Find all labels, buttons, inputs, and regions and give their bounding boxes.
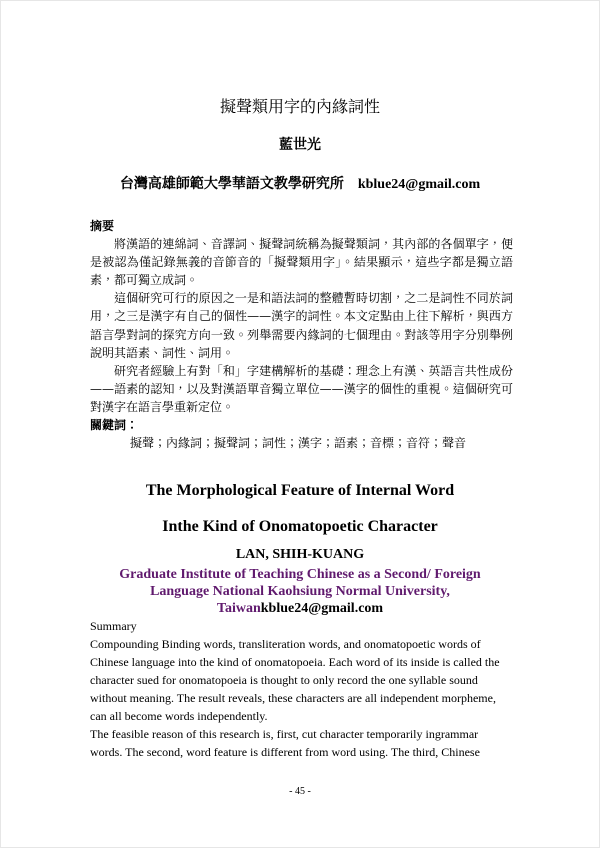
affiliation-block-en [0,566,600,617]
abstract-paragraph [90,235,513,289]
abstract-line: 這個研究可行的原因之一是和語法詞的整體暫時切割，之二是詞性不同於詞 [114,291,513,306]
summary-line: can all become words independently. [90,709,268,723]
summary-heading: Summary [90,619,137,633]
affiliation-country-email-en [0,600,600,617]
abstract-line: 素，都可獨立成詞。 [90,273,199,288]
affiliation-institute-zh: 台灣高雄師範大學華語文教學研究所 [119,176,344,192]
abstract-paragraph [90,289,513,361]
affiliation-line-zh [0,173,600,196]
page-number: - 45 - [289,786,311,797]
author-name-zh: 藍世光 [279,137,321,153]
affiliation-line-en: Graduate Institute of Teaching Chinese as a Second/ Foreign [119,566,481,582]
abstract-heading: 摘要 [90,219,115,233]
abstract-line: ——語素的認知，以及對漢語單音獨立單位——漢字的個性的重視。這個研究可 [90,381,513,396]
abstract-line: 說明其語素、詞性、詞用。 [90,345,235,360]
summary-line: The feasible reason of this research is, first, cut character temporarily ingrammar [90,727,479,741]
abstract-paragraph [90,362,513,416]
author-name-en: LAN, SHIH-KUANG [235,547,365,562]
keywords-list: 擬聲；內緣詞；擬聲詞；詞性；漢字；語素；音標；音符；聲音 [130,436,467,451]
author-email-zh: kblue24@gmail.com [357,177,481,192]
abstract-section-zh [90,217,513,452]
summary-line: words. The second, word feature is different from word using. The third, Chinese [90,745,480,759]
paper-title-en-line: Inthe Kind of Onomatopoetic Character [162,518,438,535]
affiliation-line-en: Language National Kaohsiung Normal University, [150,583,450,599]
abstract-line: 將漢語的連綿詞、音譯詞、擬聲詞統稱為擬聲類詞，其內部的各個單字，便 [114,237,513,252]
abstract-line: 對漢字在語言學重新定位。 [90,399,235,414]
abstract-line: 語言學對詞的探究方向一致。列舉需要內緣詞的七個理由。對該等用字分別舉例 [90,327,513,342]
summary-line: without meaning. The result reveals, these characters are all independent morpheme, [90,691,496,705]
affiliation-country-en: Taiwan [216,600,261,616]
author-email-en: kblue24@gmail.com [260,600,384,616]
paper-title-en-line: The Morphological Feature of Internal Word [145,482,455,499]
summary-section-en [90,617,510,761]
keywords-heading: 關鍵詞： [90,418,139,433]
abstract-line: 是被認為僅記錄無義的音節音的「擬聲類用字」。結果顯示，這些字都是獨立語 [90,255,513,270]
abstract-line: 用，之三是漢字有自己的個性——漢字的詞性。本文定點由上往下解析，與西方 [90,309,513,324]
summary-line: Compounding Binding words, transliteration words, and onomatopoetic words of [90,637,481,651]
summary-line: Chinese language into the kind of onomatopoeia. Each word of its inside is called the [90,655,500,669]
paper-title-zh: 擬聲類用字的內緣詞性 [219,97,380,116]
summary-line: character sued for onomatopoeia is thought to only record the one syllable sound [90,673,478,687]
abstract-line: 研究者經驗上有對「和」字建構解析的基礎：理念上有漢、英語言共性成份 [114,363,513,378]
